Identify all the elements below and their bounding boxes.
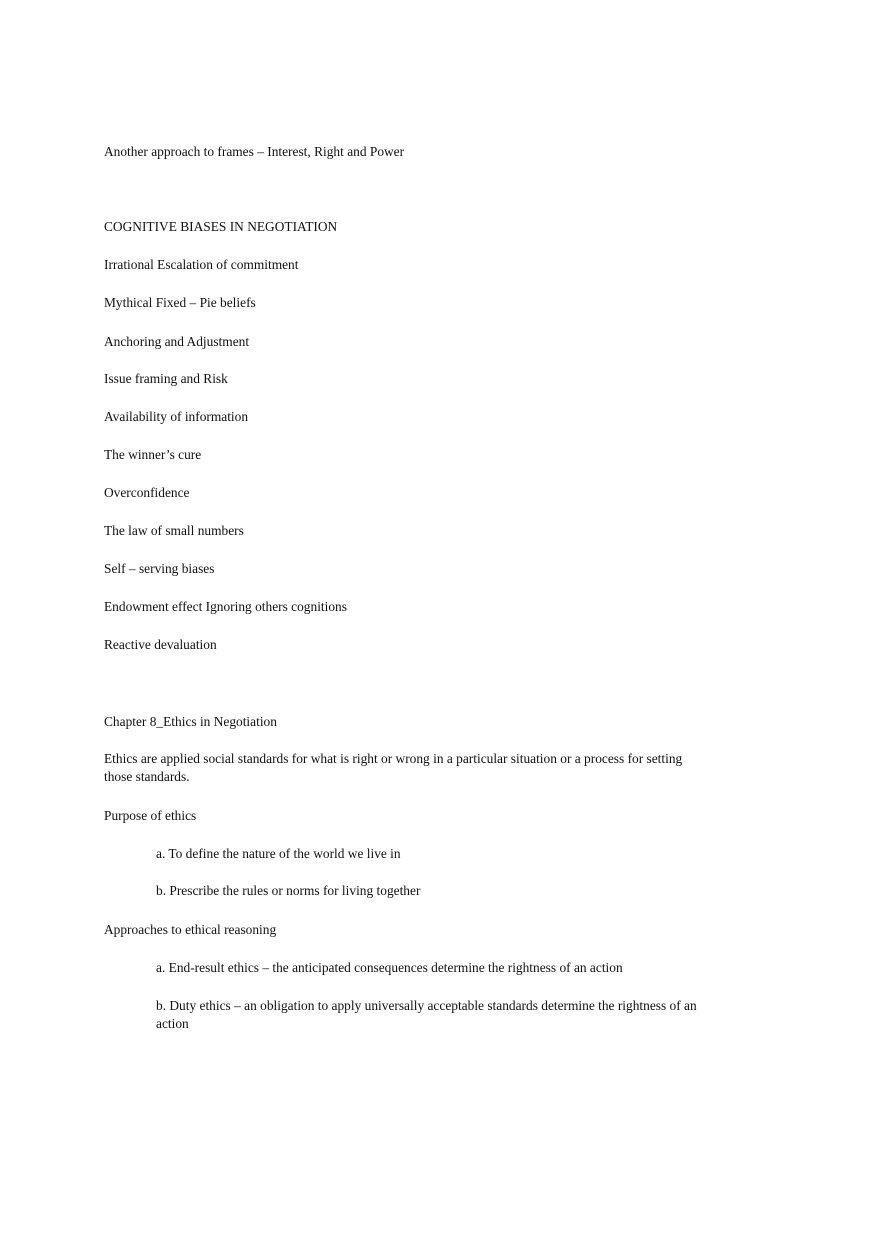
bias-list-item: Self – serving biases (104, 561, 215, 576)
purpose-heading: Purpose of ethics (104, 808, 197, 823)
bias-list-item: Endowment effect Ignoring others cognitions (104, 599, 347, 614)
bias-list-item: Irrational Escalation of commitment (104, 257, 299, 272)
biases-heading: COGNITIVE BIASES IN NEGOTIATION (104, 219, 338, 234)
chapter-heading: Chapter 8_Ethics in Negotiation (104, 714, 277, 729)
bias-list-item: Overconfidence (104, 485, 190, 500)
bias-list-item: The law of small numbers (104, 523, 244, 538)
bias-list-item: Anchoring and Adjustment (104, 334, 250, 349)
purpose-list-item: a. To define the nature of the world we live in (156, 846, 401, 861)
bias-list-item: Reactive devaluation (104, 637, 217, 652)
bias-list-item: The winner’s cure (104, 447, 202, 462)
approach-list-item: b. Duty ethics – an obligation to apply universally acceptable standards determine the rightness of an action (156, 998, 697, 1031)
approach-list-item: a. End-result ethics – the anticipated consequences determine the rightness of an action (156, 960, 623, 975)
approaches-heading: Approaches to ethical reasoning (104, 922, 277, 937)
bias-list-item: Issue framing and Risk (104, 371, 228, 386)
bias-list-item: Mythical Fixed – Pie beliefs (104, 295, 256, 310)
bias-list-item: Availability of information (104, 409, 249, 424)
frames-heading: Another approach to frames – Interest, Right and Power (104, 144, 405, 159)
purpose-list-item: b. Prescribe the rules or norms for living together (156, 883, 421, 898)
ethics-definition: Ethics are applied social standards for what is right or wrong in a particular situation or a process for setting those standards. (104, 751, 683, 784)
